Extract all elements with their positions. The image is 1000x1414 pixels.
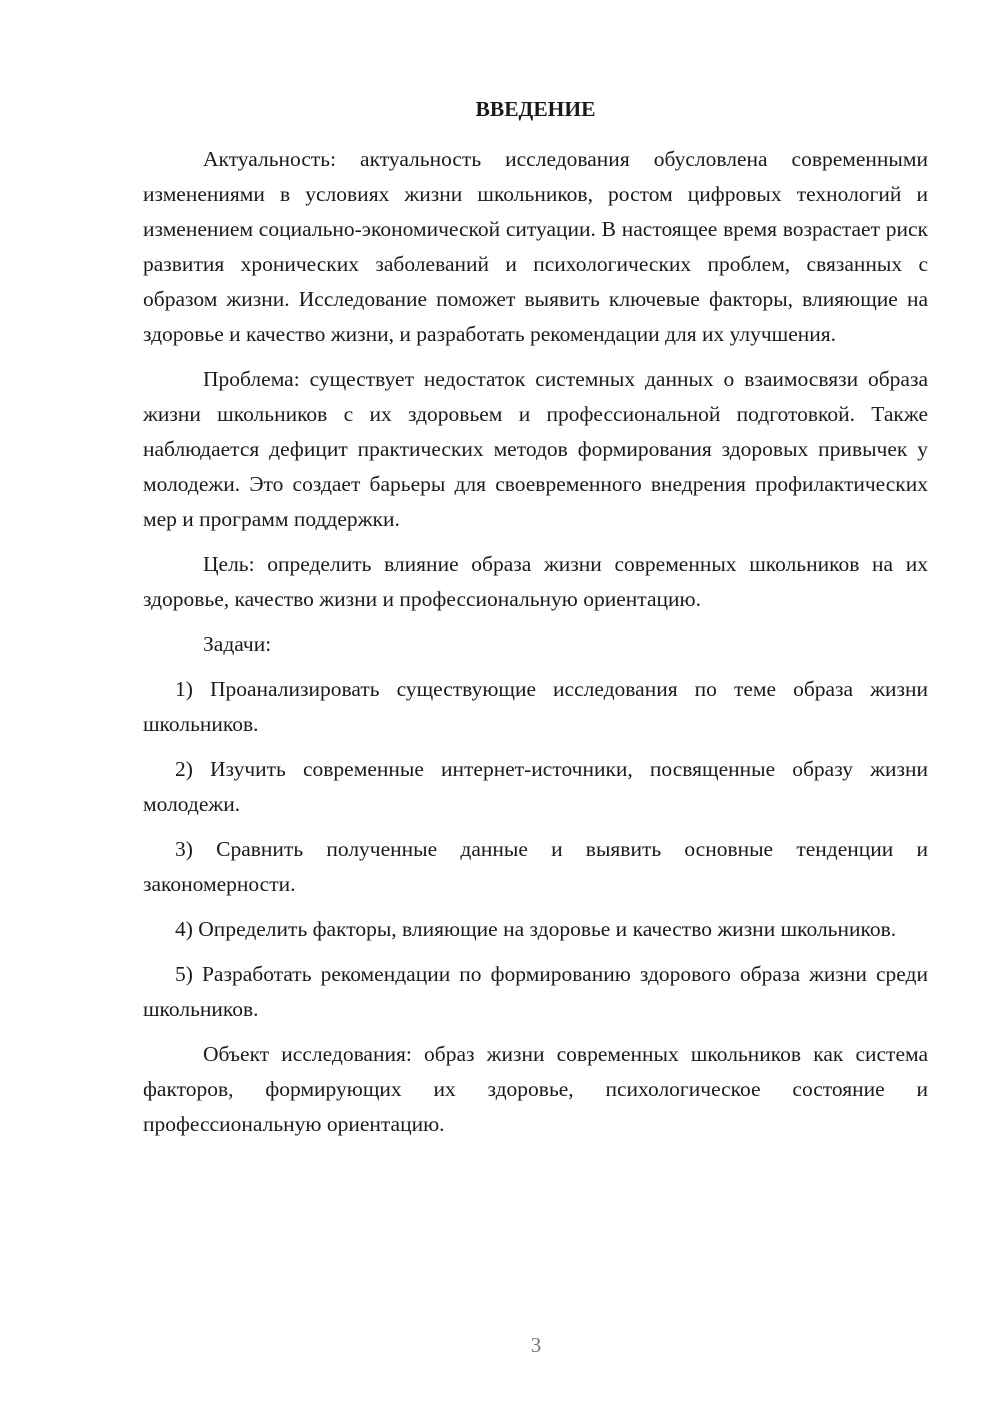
- task-item-1: 1) Проанализировать существующие исследования по теме образа жизни школьников.: [143, 677, 928, 736]
- task-item-5: 5) Разработать рекомендации по формированию здорового образа жизни среди школьников.: [143, 962, 928, 1021]
- page-number: 3: [530, 1333, 542, 1357]
- tasks-heading: Задачи:: [203, 632, 272, 656]
- document-body: [143, 142, 928, 1152]
- paragraph-object: Объект исследования: образ жизни современных школьников как система факторов, формирующих их здоровье, психологическое состояние и профессиональную ориентацию.: [143, 1042, 928, 1136]
- task-item-2: 2) Изучить современные интернет-источники, посвященные образу жизни молодежи.: [143, 757, 928, 816]
- paragraph-goal: Цель: определить влияние образа жизни современных школьников на их здоровье, качество жизни и профессиональную ориентацию.: [143, 552, 928, 611]
- paragraph-problem: Проблема: существует недостаток системных данных о взаимосвязи образа жизни школьников с их здоровьем и профессиональной подготовкой. Также наблюдается дефицит практических методов формирования здоровых привычек у молодежи. Это создает барьеры для своевременного внедрения профилактических мер и программ поддержки.: [143, 367, 928, 531]
- task-item-3: 3) Сравнить полученные данные и выявить основные тенденции и закономерности.: [143, 837, 928, 896]
- task-item-4: 4) Определить факторы, влияющие на здоровье и качество жизни школьников.: [175, 917, 897, 941]
- section-title: ВВЕДЕНИЕ: [475, 97, 596, 121]
- paragraph-relevance: Актуальность: актуальность исследования обусловлена современными изменениями в условиях жизни школьников, ростом цифровых технологий и изменением социально-экономической ситуации. В настоящее время возрастает риск развития хронических заболеваний и психологических проблем, связанных с образом жизни. Исследование поможет выявить ключевые факторы, влияющие на здоровье и качество жизни, и разработать рекомендации для их улучшения.: [143, 147, 928, 346]
